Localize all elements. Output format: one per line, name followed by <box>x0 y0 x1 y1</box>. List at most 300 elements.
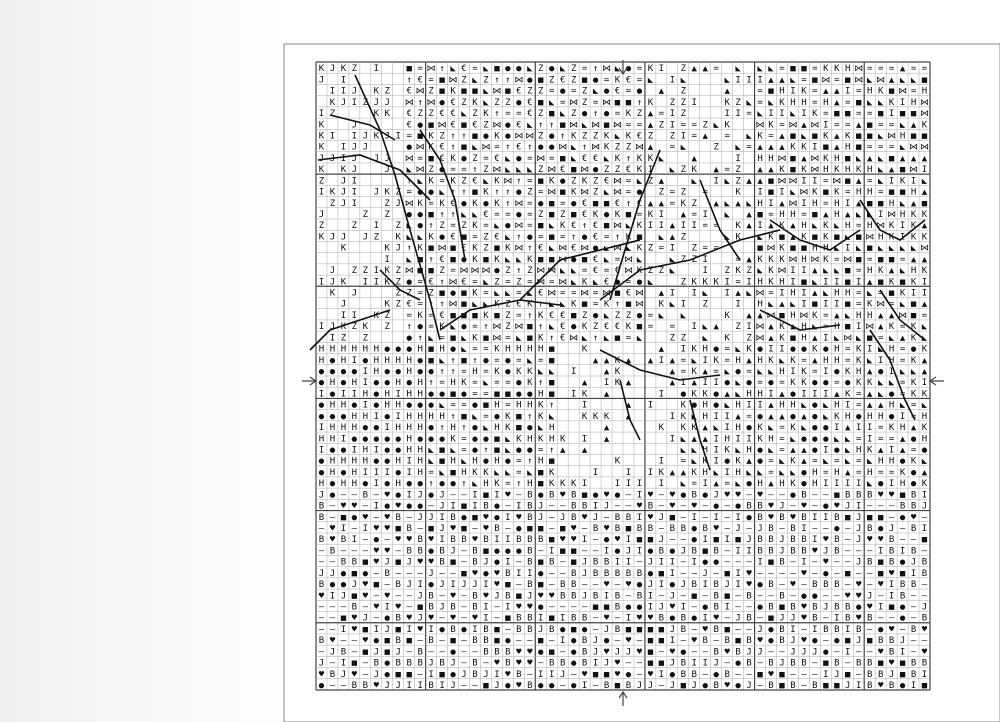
stitch-symbol: ♥ <box>877 535 884 546</box>
stitch-symbol: H <box>340 355 347 366</box>
stitch-symbol: K <box>812 187 818 198</box>
stitch-symbol: I <box>845 86 851 97</box>
stitch-symbol: ♥ <box>768 669 774 680</box>
stitch-symbol: J <box>888 669 895 680</box>
stitch-symbol: I <box>516 501 522 512</box>
stitch-symbol: H <box>866 310 873 321</box>
stitch-symbol: ■ <box>790 243 796 254</box>
stitch-symbol: ⋈ <box>634 288 644 299</box>
stitch-symbol: ● <box>669 613 676 624</box>
stitch-symbol: ⋈ <box>876 221 886 232</box>
stitch-symbol: K <box>603 411 610 422</box>
stitch-symbol: I <box>318 389 325 400</box>
stitch-symbol: = <box>516 288 522 299</box>
stitch-symbol: ⋈ <box>492 322 502 333</box>
stitch-symbol: — <box>768 490 774 501</box>
stitch-symbol: ● <box>318 378 325 389</box>
stitch-symbol: I <box>329 131 336 142</box>
stitch-symbol: Z <box>505 266 511 277</box>
stitch-symbol: ● <box>461 198 467 209</box>
stitch-symbol: ▲ <box>746 254 752 265</box>
stitch-symbol: I <box>373 411 380 422</box>
stitch-symbol: ● <box>329 445 336 456</box>
stitch-symbol: K <box>614 378 621 389</box>
stitch-symbol: ◣ <box>680 434 687 445</box>
stitch-symbol: = <box>856 221 862 232</box>
stitch-symbol: I <box>790 624 796 635</box>
stitch-symbol: ◣ <box>505 254 511 265</box>
stitch-symbol: ● <box>647 568 654 579</box>
stitch-symbol: I <box>845 479 851 490</box>
stitch-symbol: — <box>910 535 917 546</box>
stitch-symbol: ◣ <box>757 366 763 377</box>
stitch-symbol: Z <box>318 176 325 187</box>
stitch-symbol: ▲ <box>757 142 763 153</box>
stitch-symbol: € <box>516 299 522 310</box>
stitch-symbol: € <box>592 266 599 277</box>
stitch-symbol: ● <box>812 591 818 602</box>
stitch-symbol: ● <box>735 658 741 669</box>
stitch-symbol: K <box>899 467 906 478</box>
stitch-symbol: = <box>845 344 851 355</box>
stitch-symbol: B <box>888 557 895 568</box>
stitch-symbol: ■ <box>801 64 807 75</box>
stitch-symbol: ● <box>910 467 917 478</box>
stitch-symbol: B <box>340 535 347 546</box>
stitch-symbol: ● <box>801 467 807 478</box>
stitch-symbol: = <box>625 187 632 198</box>
stitch-symbol: J <box>406 557 412 568</box>
stitch-symbol: I <box>921 490 928 501</box>
stitch-symbol: ♥ <box>362 580 369 591</box>
stitch-symbol: H <box>516 400 522 411</box>
stitch-symbol: ■ <box>549 456 555 467</box>
stitch-symbol: = <box>746 109 752 120</box>
stitch-symbol: J <box>845 680 851 691</box>
stitch-symbol: I <box>439 535 445 546</box>
stitch-symbol: ● <box>801 591 807 602</box>
stitch-symbol: ● <box>494 546 500 557</box>
stitch-symbol: ◣ <box>845 310 851 321</box>
stitch-symbol: K <box>801 86 807 97</box>
stitch-symbol: = <box>505 277 511 288</box>
stitch-symbol: K <box>417 310 423 321</box>
stitch-symbol: = <box>877 142 884 153</box>
stitch-symbol: ▲ <box>680 209 687 220</box>
stitch-symbol: J <box>845 501 851 512</box>
stitch-symbol: ◣ <box>921 333 928 344</box>
stitch-symbol: ◣ <box>549 243 555 254</box>
stitch-symbol: ■ <box>888 86 895 97</box>
stitch-symbol: J <box>538 624 544 635</box>
stitch-symbol: ■ <box>801 277 807 288</box>
stitch-symbol: ◣ <box>768 64 774 75</box>
stitch-symbol: ■ <box>461 310 467 321</box>
stitch-symbol: — <box>362 546 369 557</box>
stitch-symbol: Z <box>570 176 577 187</box>
stitch-symbol: ▲ <box>790 221 796 232</box>
stitch-symbol: ● <box>428 580 434 591</box>
stitch-symbol: H <box>866 187 873 198</box>
stitch-symbol: K <box>428 232 434 243</box>
stitch-symbol: ● <box>834 523 840 534</box>
stitch-symbol: ▲ <box>702 131 708 142</box>
stitch-symbol: ♥ <box>516 647 522 658</box>
stitch-symbol: I <box>559 613 566 624</box>
stitch-symbol: ● <box>439 232 445 243</box>
stitch-symbol: ■ <box>592 602 599 613</box>
stitch-symbol: K <box>570 131 577 142</box>
stitch-symbol: ● <box>735 366 741 377</box>
stitch-symbol: K <box>691 344 697 355</box>
stitch-symbol: I <box>351 187 358 198</box>
stitch-symbol: Z <box>614 142 621 153</box>
stitch-symbol: ● <box>538 680 544 691</box>
stitch-symbol: ● <box>450 288 456 299</box>
stitch-symbol: J <box>318 153 325 164</box>
stitch-symbol: ■ <box>625 523 632 534</box>
stitch-symbol: ● <box>702 490 708 501</box>
stitch-symbol: — <box>812 501 818 512</box>
stitch-symbol: K <box>636 221 643 232</box>
stitch-symbol: ◣ <box>724 75 730 86</box>
stitch-symbol: ◣ <box>768 97 774 108</box>
stitch-symbol: ● <box>373 423 380 434</box>
stitch-symbol: Z <box>351 221 358 232</box>
stitch-symbol: = <box>702 243 708 254</box>
stitch-symbol: ♥ <box>362 591 369 602</box>
stitch-symbol: I <box>801 288 807 299</box>
stitch-symbol: B <box>877 636 884 647</box>
stitch-symbol: ⋈ <box>613 120 623 131</box>
stitch-symbol: ● <box>395 366 401 377</box>
stitch-symbol: H <box>318 479 325 490</box>
stitch-symbol: H <box>888 198 895 209</box>
stitch-symbol: H <box>527 434 533 445</box>
stitch-symbol: J <box>538 501 544 512</box>
stitch-symbol: B <box>516 535 522 546</box>
stitch-symbol: B <box>395 658 401 669</box>
stitch-symbol: ◣ <box>779 456 785 467</box>
stitch-symbol: ■ <box>790 153 796 164</box>
stitch-symbol: I <box>658 456 665 467</box>
stitch-symbol: B <box>866 557 873 568</box>
stitch-symbol: — <box>549 512 555 523</box>
stitch-symbol: H <box>779 277 785 288</box>
stitch-symbol: = <box>899 378 906 389</box>
stitch-symbol: ● <box>757 411 763 422</box>
stitch-symbol: ◣ <box>910 366 917 377</box>
stitch-symbol: = <box>691 131 697 142</box>
stitch-symbol: ● <box>549 64 555 75</box>
stitch-symbol: ▲ <box>713 198 719 209</box>
stitch-symbol: = <box>570 288 577 299</box>
stitch-symbol: ↑ <box>494 187 500 198</box>
stitch-symbol: € <box>527 109 533 120</box>
stitch-symbol: ● <box>483 568 489 579</box>
stitch-symbol: ■ <box>834 109 840 120</box>
stitch-symbol: ↑ <box>527 411 533 422</box>
stitch-symbol: ■ <box>559 546 566 557</box>
stitch-symbol: ▲ <box>658 86 665 97</box>
stitch-symbol: H <box>395 423 401 434</box>
stitch-symbol: ⋈ <box>547 187 557 198</box>
stitch-symbol: — <box>680 512 687 523</box>
stitch-symbol: K <box>680 423 687 434</box>
stitch-symbol: ♥ <box>647 669 654 680</box>
stitch-symbol: ■ <box>505 613 511 624</box>
stitch-symbol: Z <box>428 109 434 120</box>
stitch-symbol: ⋈ <box>426 97 436 108</box>
stitch-symbol: = <box>713 64 719 75</box>
stitch-symbol: ● <box>549 142 555 153</box>
stitch-symbol: ♥ <box>768 501 774 512</box>
stitch-symbol: K <box>318 165 325 176</box>
stitch-symbol: H <box>340 344 347 355</box>
stitch-symbol: ● <box>406 400 412 411</box>
stitch-symbol: ⋈ <box>448 75 458 86</box>
stitch-symbol: ● <box>834 636 840 647</box>
stitch-symbol: € <box>494 232 500 243</box>
stitch-symbol: K <box>888 277 895 288</box>
stitch-symbol: I <box>691 288 697 299</box>
stitch-symbol: ↑ <box>581 142 588 153</box>
stitch-symbol: ■ <box>461 568 467 579</box>
stitch-symbol: Z <box>735 322 741 333</box>
stitch-symbol: ◣ <box>757 232 763 243</box>
stitch-symbol: ♥ <box>856 613 862 624</box>
stitch-symbol: = <box>417 64 423 75</box>
stitch-symbol: € <box>450 232 456 243</box>
stitch-symbol: I <box>910 288 917 299</box>
stitch-symbol: H <box>888 355 895 366</box>
stitch-symbol: I <box>406 624 412 635</box>
stitch-symbol: ● <box>636 602 643 613</box>
stitch-symbol: ● <box>757 445 763 456</box>
stitch-symbol: B <box>713 647 719 658</box>
stitch-symbol: ● <box>329 580 336 591</box>
stitch-symbol: J <box>417 512 423 523</box>
stitch-symbol: ● <box>450 344 456 355</box>
stitch-symbol: = <box>417 299 423 310</box>
stitch-symbol: ▲ <box>702 64 708 75</box>
stitch-symbol: K <box>527 299 533 310</box>
stitch-symbol: ♥ <box>647 512 654 523</box>
stitch-symbol: ■ <box>570 165 577 176</box>
stitch-symbol: — <box>735 591 741 602</box>
stitch-symbol: H <box>351 456 358 467</box>
stitch-symbol: ↑ <box>428 299 434 310</box>
stitch-symbol: J <box>428 658 434 669</box>
stitch-symbol: ■ <box>647 624 654 635</box>
stitch-symbol: ▲ <box>603 434 610 445</box>
stitch-symbol: I <box>899 232 906 243</box>
stitch-symbol: ● <box>614 490 621 501</box>
stitch-symbol: J <box>658 535 665 546</box>
stitch-symbol: I <box>351 445 358 456</box>
stitch-symbol: € <box>570 221 577 232</box>
stitch-symbol: ↑ <box>614 232 621 243</box>
stitch-symbol: K <box>603 142 610 153</box>
stitch-symbol: ▲ <box>845 423 851 434</box>
stitch-symbol: — <box>428 501 434 512</box>
stitch-symbol: ↑ <box>428 221 434 232</box>
stitch-symbol: ▲ <box>713 165 719 176</box>
stitch-symbol: B <box>472 591 478 602</box>
stitch-symbol: Z <box>428 288 434 299</box>
center-arrow-left <box>302 377 316 385</box>
stitch-symbol: = <box>625 333 632 344</box>
stitch-symbol: I <box>790 86 796 97</box>
stitch-symbol: B <box>888 680 895 691</box>
stitch-symbol: ◣ <box>877 97 884 108</box>
stitch-symbol: I <box>384 467 390 478</box>
stitch-symbol: ♥ <box>691 501 697 512</box>
stitch-symbol: ● <box>888 411 895 422</box>
stitch-symbol: ◣ <box>472 411 478 422</box>
stitch-symbol: ♥ <box>329 636 336 647</box>
stitch-symbol: I <box>647 591 654 602</box>
stitch-symbol: I <box>845 647 851 658</box>
stitch-symbol: I <box>625 467 632 478</box>
stitch-symbol: B <box>406 523 412 534</box>
stitch-symbol: — <box>768 647 774 658</box>
stitch-symbol: ◣ <box>823 411 829 422</box>
stitch-symbol: ◣ <box>505 288 511 299</box>
stitch-symbol: B <box>768 580 774 591</box>
stitch-symbol: ▲ <box>801 153 807 164</box>
stitch-symbol: ■ <box>812 209 818 220</box>
stitch-symbol: — <box>505 624 511 635</box>
stitch-symbol: = <box>505 378 511 389</box>
stitch-symbol: H <box>340 456 347 467</box>
stitch-symbol: ◣ <box>505 445 511 456</box>
stitch-symbol: H <box>439 344 445 355</box>
stitch-symbol: ♥ <box>647 613 654 624</box>
stitch-symbol: K <box>439 198 445 209</box>
stitch-symbol: ■ <box>450 467 456 478</box>
stitch-symbol: = <box>746 142 752 153</box>
stitch-symbol: ⋈ <box>777 153 787 164</box>
stitch-symbol: B <box>866 490 873 501</box>
stitch-symbol: ◣ <box>888 243 895 254</box>
stitch-symbol: ● <box>483 198 489 209</box>
stitch-symbol: ■ <box>439 75 445 86</box>
stitch-symbol: K <box>910 322 917 333</box>
stitch-symbol: ↑ <box>636 97 643 108</box>
stitch-symbol: K <box>801 378 807 389</box>
stitch-symbol: B <box>428 591 434 602</box>
stitch-symbol: H <box>866 411 873 422</box>
stitch-symbol: ⋈ <box>470 266 480 277</box>
stitch-symbol: ◣ <box>625 221 632 232</box>
stitch-symbol: ■ <box>658 636 665 647</box>
stitch-symbol: = <box>570 86 577 97</box>
stitch-symbol: B <box>527 680 533 691</box>
stitch-symbol: ◣ <box>527 288 533 299</box>
stitch-symbol: ⋈ <box>514 221 524 232</box>
stitch-symbol: H <box>417 344 423 355</box>
stitch-symbol: H <box>406 389 412 400</box>
stitch-symbol: — <box>472 523 478 534</box>
stitch-symbol: I <box>549 669 555 680</box>
stitch-symbol: — <box>516 490 522 501</box>
stitch-symbol: ● <box>603 535 610 546</box>
stitch-symbol: I <box>680 602 687 613</box>
stitch-symbol: ♥ <box>603 613 610 624</box>
stitch-symbol: = <box>910 64 917 75</box>
stitch-symbol: Z <box>362 333 369 344</box>
stitch-symbol: — <box>625 490 632 501</box>
stitch-symbol: K <box>428 131 434 142</box>
stitch-symbol: = <box>494 209 500 220</box>
stitch-symbol: ♥ <box>450 523 456 534</box>
stitch-symbol: ⋈ <box>788 198 798 209</box>
stitch-symbol: ◣ <box>581 333 588 344</box>
stitch-symbol: — <box>845 557 851 568</box>
stitch-symbol: J <box>351 288 358 299</box>
stitch-symbol: H <box>768 434 774 445</box>
stitch-symbol: Z <box>647 266 654 277</box>
stitch-symbol: — <box>318 557 325 568</box>
stitch-symbol: K <box>581 411 588 422</box>
stitch-symbol: — <box>899 624 906 635</box>
stitch-symbol: = <box>877 467 884 478</box>
stitch-symbol: B <box>494 523 500 534</box>
stitch-symbol: I <box>801 198 807 209</box>
stitch-symbol: H <box>834 467 840 478</box>
stitch-symbol: ▲ <box>801 445 807 456</box>
stitch-symbol: ◣ <box>834 434 840 445</box>
stitch-symbol: ⋈ <box>865 322 875 333</box>
stitch-symbol: ♥ <box>888 624 895 635</box>
stitch-symbol: ◣ <box>461 109 467 120</box>
stitch-symbol: I <box>516 568 522 579</box>
stitch-symbol: K <box>527 254 533 265</box>
stitch-symbol: J <box>910 557 917 568</box>
stitch-symbol: ↑ <box>592 64 599 75</box>
stitch-symbol: ■ <box>823 142 829 153</box>
stitch-symbol: J <box>340 591 347 602</box>
stitch-symbol: = <box>505 479 511 490</box>
stitch-symbol: ♥ <box>823 557 829 568</box>
stitch-symbol: B <box>472 669 478 680</box>
stitch-symbol: ◣ <box>834 221 840 232</box>
stitch-symbol: ▲ <box>746 456 752 467</box>
stitch-symbol: ■ <box>647 636 654 647</box>
stitch-symbol: I <box>636 512 643 523</box>
stitch-symbol: — <box>834 568 840 579</box>
stitch-symbol: ● <box>395 467 401 478</box>
stitch-symbol: ■ <box>581 490 588 501</box>
stitch-symbol: ◣ <box>527 64 533 75</box>
stitch-symbol: ● <box>801 344 807 355</box>
stitch-symbol: K <box>779 165 785 176</box>
stitch-symbol: H <box>866 86 873 97</box>
stitch-symbol: = <box>888 120 895 131</box>
stitch-symbol: — <box>680 501 687 512</box>
stitch-symbol: K <box>921 423 928 434</box>
stitch-symbol: I <box>845 400 851 411</box>
stitch-symbol: ⋈ <box>547 165 557 176</box>
stitch-symbol: I <box>340 75 347 86</box>
stitch-symbol: ♥ <box>362 512 369 523</box>
stitch-symbol: B <box>910 580 917 591</box>
stitch-symbol: ◣ <box>461 344 467 355</box>
stitch-symbol: I <box>823 669 829 680</box>
stitch-symbol: J <box>757 647 763 658</box>
stitch-symbol: ▲ <box>866 277 873 288</box>
